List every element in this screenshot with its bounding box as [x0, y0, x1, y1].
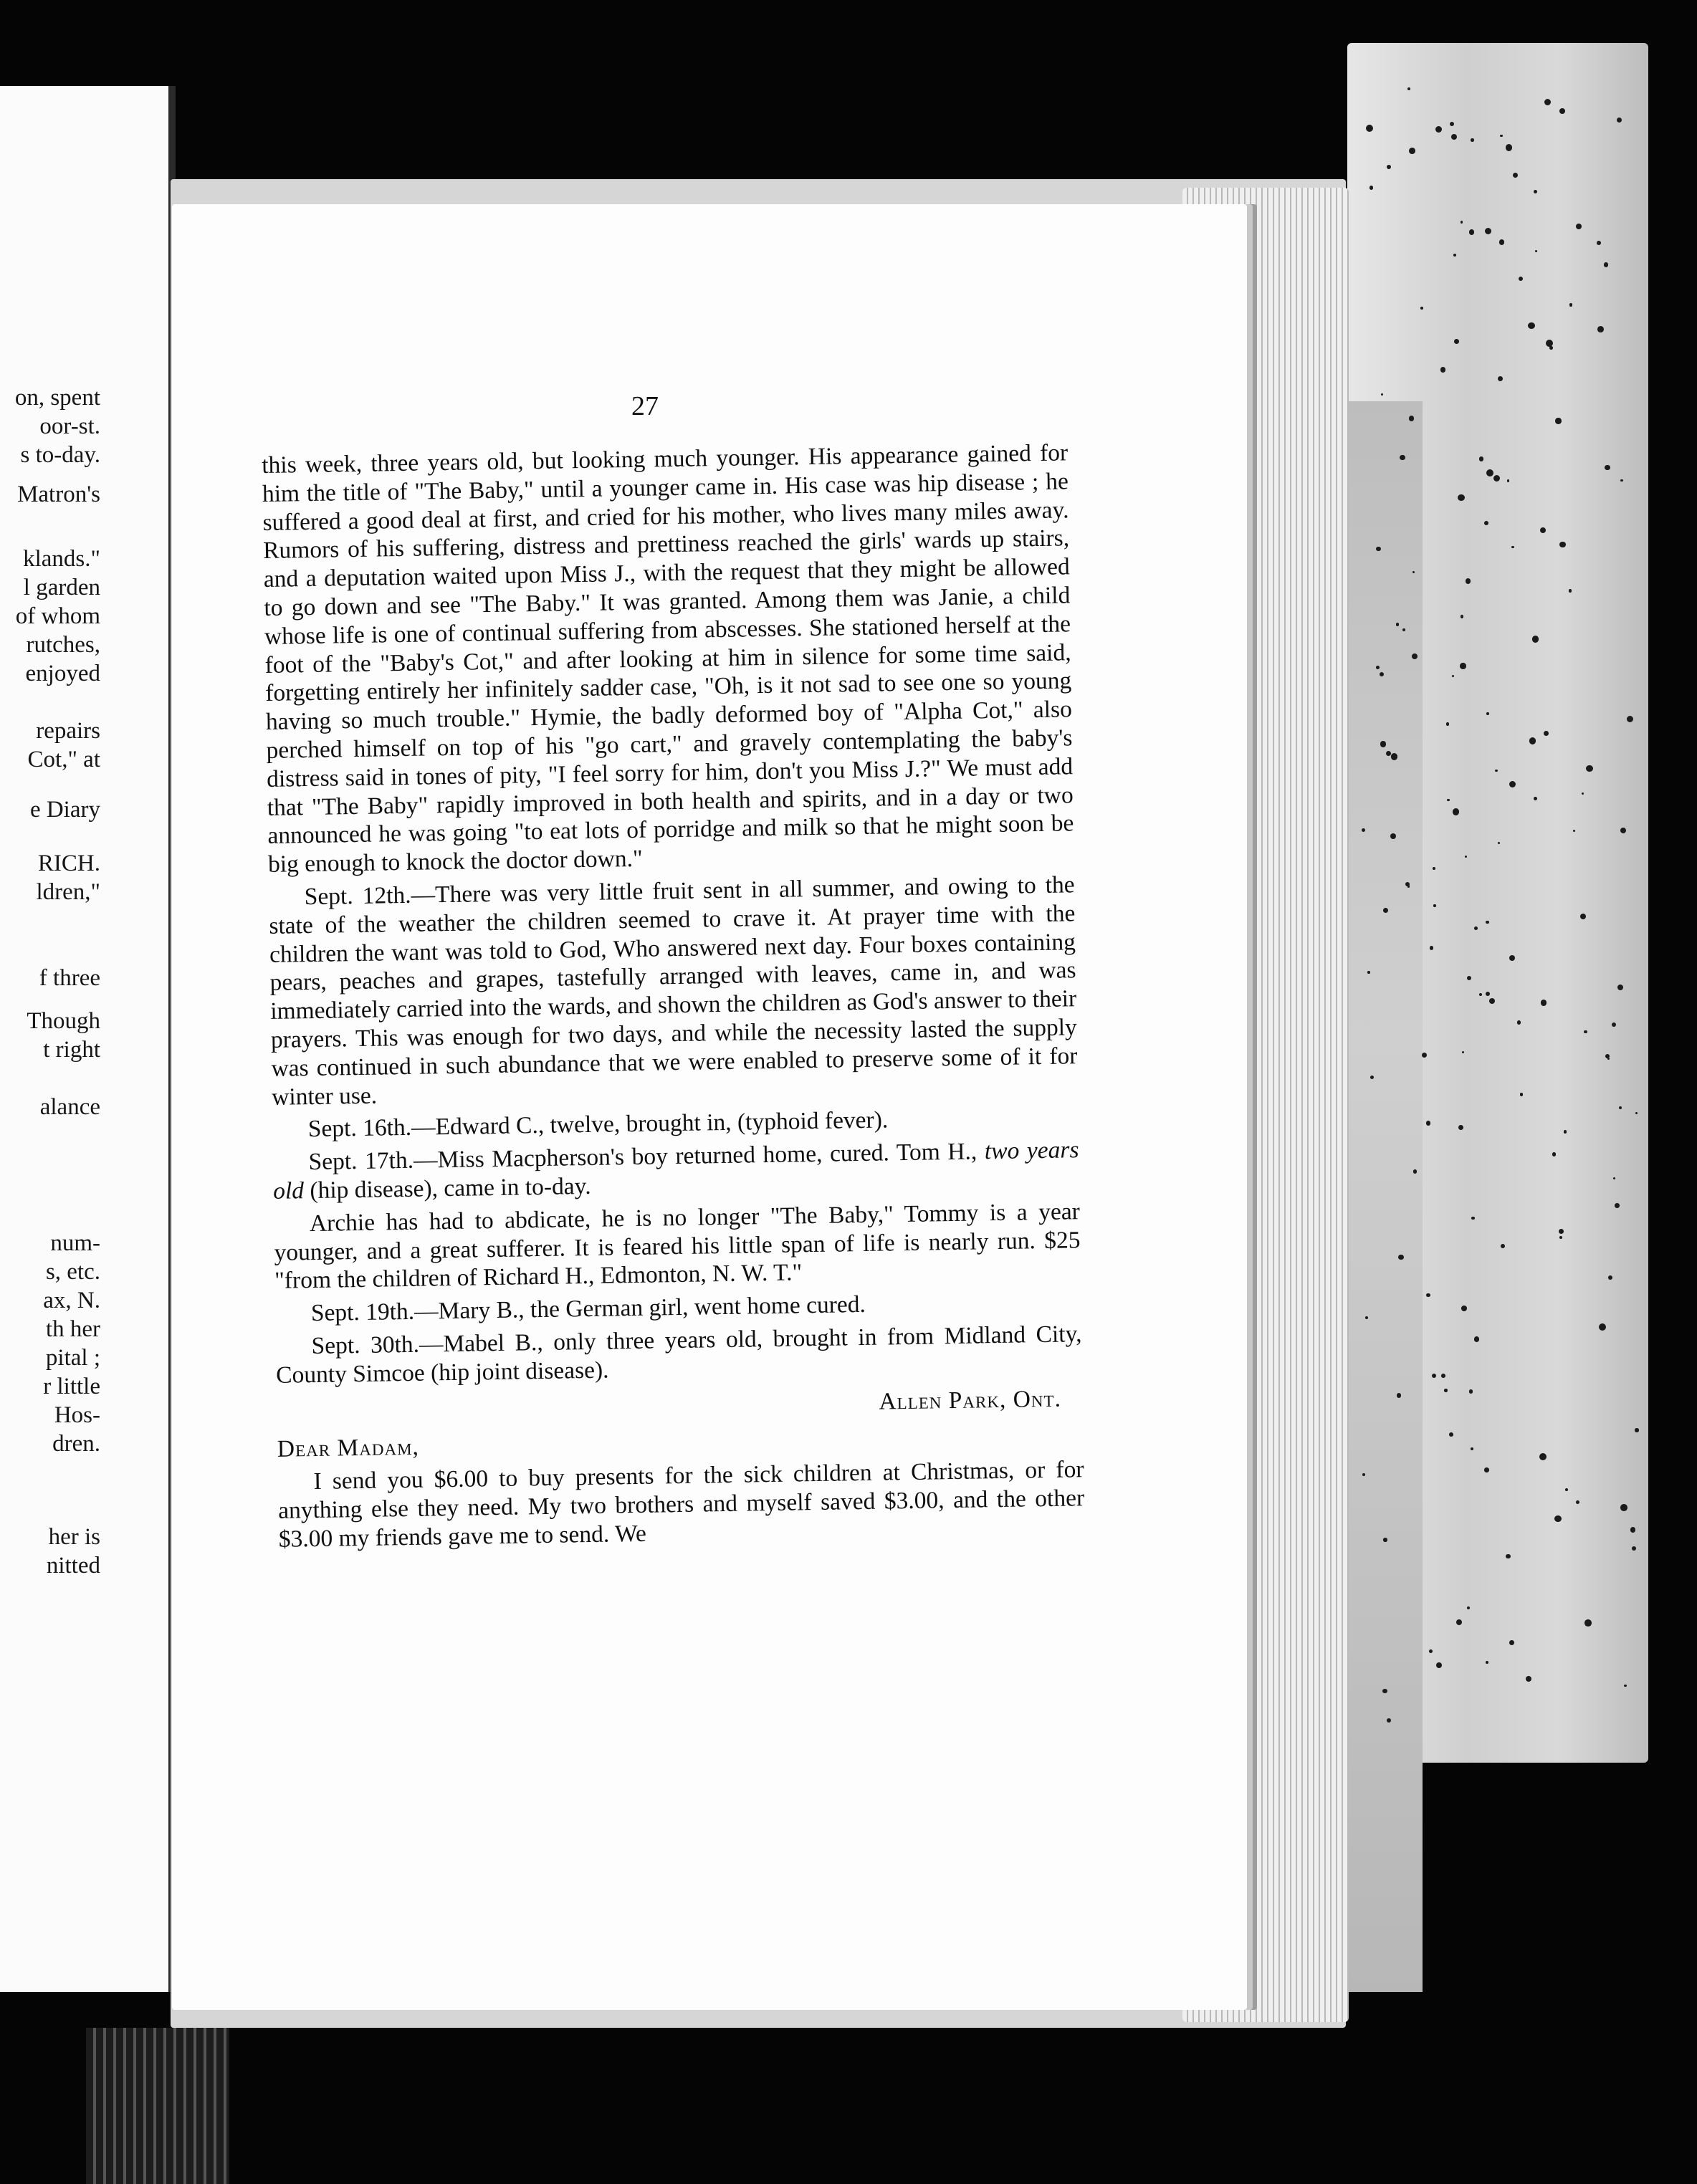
paragraph-baby: this week, three years old, but looking much younger. His appearance gained for him the title of "The Baby," until a younger came in. His case was hip disease ; he suffered a good deal at first, and cried for his mother, who lives many miles away. Rumors of his suffering, distress and prettiness reached the girls' wards up stairs, and a deputation waited upon Miss J., with the request that they might be allowed to go down and see "The Baby." It was granted. Among them was Janie, a child whose life is one of continual suffering from abscesses. She stationed herself at the foot of the "Baby's Cot," and after looking at him in silence for some time said, forgetting entirely her infinitely sadder case, "Oh, is it not sad to see one so young having so much trouble." Hymie, the badly deformed boy of "Alpha Cot," also perched himself on top of his "go cart," and gravely contemplating the baby's distress said in tones of pity, "I feel sorry for him, don't you Miss J.?" We must add that "The Baby" rapidly improved in both health and spirits, and in a day or two announced he was going "to eat lots of porridge and milk so that he might soon be big enough to knock the doctor down." — [262, 439, 1074, 878]
scan-speck — [1630, 1527, 1636, 1533]
scan-speck — [1529, 737, 1536, 744]
scan-speck — [1559, 1236, 1562, 1239]
scan-speck — [1366, 125, 1373, 132]
scan-speck — [1597, 241, 1601, 245]
scan-speck — [1430, 946, 1433, 949]
scan-speck — [1620, 1504, 1627, 1511]
scan-speck — [1552, 1152, 1557, 1156]
scan-speck — [1458, 494, 1464, 501]
scan-speck — [1398, 1255, 1403, 1260]
scan-speck — [1559, 542, 1566, 548]
scan-speck — [1624, 1685, 1626, 1687]
scan-speck — [1539, 1453, 1547, 1460]
scan-speck — [1447, 799, 1450, 802]
scan-speck — [1449, 1432, 1453, 1437]
scan-speck — [1520, 1093, 1524, 1096]
scan-speck — [1444, 1389, 1448, 1392]
scan-speck — [1370, 1076, 1374, 1079]
left-page-fragment: on, spent — [14, 385, 100, 411]
scan-speck — [1369, 186, 1373, 189]
scan-speck — [1519, 277, 1523, 281]
scan-speck — [1400, 455, 1405, 461]
scan-speck — [1456, 1619, 1462, 1625]
paragraph-sept-30: Sept. 30th.—Mabel B., only three years old, brought in from Midland City, County Simcoe (hip joint disease). — [275, 1321, 1082, 1389]
left-page-fragment: her is — [48, 1524, 100, 1550]
left-page-fragment: klands." — [23, 546, 100, 572]
left-page-fragment: l garden — [23, 575, 100, 600]
scan-speck — [1584, 1030, 1587, 1033]
left-page-fragment: th her — [45, 1316, 100, 1342]
scan-speck — [1471, 138, 1474, 142]
scan-speck — [1469, 229, 1474, 234]
scan-speck — [1453, 808, 1460, 815]
scan-speck — [1380, 741, 1386, 747]
sept17-text-end: (hip disease), came in to-day. — [303, 1172, 591, 1204]
page-number: 27 — [631, 391, 659, 421]
scan-speck — [1367, 971, 1370, 974]
scan-speck — [1498, 842, 1500, 844]
left-page-fragment: Hos- — [54, 1402, 100, 1428]
scan-speck — [1509, 955, 1515, 961]
scan-speck — [1576, 224, 1582, 229]
left-page-fragment: oor-st. — [39, 413, 100, 439]
left-page-fragment: alance — [39, 1094, 100, 1120]
left-page-fragment: ldren," — [36, 879, 100, 905]
left-page-fragment: repairs — [36, 718, 100, 744]
scan-speck — [1486, 469, 1493, 476]
scan-speck — [1451, 134, 1457, 140]
paragraph-sept-16: Sept. 16th.—Edward C., twelve, brought in, (typhoid fever). — [307, 1106, 889, 1143]
scan-speck — [1509, 1640, 1514, 1645]
bookmark-ribbon — [86, 2028, 229, 2184]
left-page-fragment: e Diary — [29, 797, 100, 823]
letter-signature-place: Allen Park, Ont. — [879, 1385, 1062, 1415]
scan-speck — [1383, 1538, 1387, 1542]
scan-speck — [1586, 765, 1593, 772]
scan-speck — [1461, 221, 1463, 224]
left-page-fragment: pital ; — [45, 1345, 100, 1371]
left-page-fragment: f three — [39, 965, 100, 991]
left-page-fragment: nitted — [46, 1553, 100, 1579]
page-text-block — [262, 439, 1085, 1553]
left-facing-page — [0, 86, 176, 1992]
scan-speck — [1541, 1000, 1547, 1005]
scan-speck — [1499, 239, 1505, 245]
scan-speck — [1454, 339, 1459, 344]
scan-speck — [1397, 1393, 1401, 1397]
scan-speck — [1511, 546, 1514, 548]
scan-speck — [1612, 1022, 1616, 1027]
scan-speck — [1467, 1606, 1470, 1609]
scan-speck — [1555, 418, 1561, 423]
left-page-fragment: Cot," at — [27, 747, 100, 772]
scan-speck — [1409, 148, 1415, 154]
scan-speck — [1453, 254, 1456, 257]
scan-speck — [1474, 1336, 1479, 1341]
sept17-text-start: Sept. 17th.—Miss Macpherson's boy returned home, cured. Tom H., — [308, 1138, 985, 1176]
scan-speck — [1420, 307, 1423, 310]
scan-speck — [1426, 1121, 1430, 1125]
scan-speck — [1396, 623, 1400, 626]
letter-body: I send you $6.00 to buy presents for the sick children at Christmas, or for anything else they need. My two brothers and myself saved $3.00, and the other $3.00 my friends gave me to send. We — [277, 1456, 1085, 1553]
left-page-fragment: Matron's — [17, 482, 100, 507]
paragraph-archie: Archie has had to abdicate, he is no longer "The Baby," Tommy is a year younger, and a great sufferer. It is feared his little span of life is nearly run. $25 "from the children of Richard H., Edmonton, N. W. T." — [274, 1197, 1081, 1295]
scan-speck — [1635, 1112, 1638, 1114]
scan-speck — [1507, 479, 1510, 482]
scan-speck — [1549, 346, 1553, 350]
left-page-fragment: rutches, — [26, 632, 100, 658]
scan-speck — [1376, 666, 1380, 669]
scan-speck — [1467, 976, 1471, 980]
scan-speck — [1391, 753, 1397, 760]
scan-speck — [1471, 1217, 1475, 1220]
scan-speck — [1489, 998, 1495, 1004]
scan-speck — [1506, 144, 1513, 151]
left-page-fragment: s, etc. — [45, 1259, 100, 1285]
scan-speck — [1604, 262, 1608, 267]
scan-speck — [1500, 135, 1503, 138]
paragraph-sept-19: Sept. 19th.—Mary B., the German girl, went home cured. — [310, 1291, 866, 1327]
scan-speck — [1576, 1500, 1579, 1504]
sept17-italic-age: two years old — [272, 1136, 1079, 1204]
scan-speck — [1620, 828, 1626, 833]
left-page-fragment: of whom — [15, 603, 100, 629]
scan-speck — [1422, 1053, 1427, 1058]
scan-speck — [1597, 326, 1604, 332]
scan-speck — [1461, 1306, 1467, 1311]
scan-speck — [1471, 1447, 1473, 1450]
scan-speck — [1479, 993, 1482, 996]
scan-speck — [1534, 797, 1537, 800]
scan-speck — [1605, 465, 1610, 471]
left-page-fragment: dren. — [52, 1431, 100, 1457]
scan-speck — [1440, 367, 1446, 373]
scan-speck — [1382, 1689, 1387, 1693]
scan-speck — [1460, 663, 1466, 669]
scan-speck — [1506, 1554, 1510, 1558]
left-page-fragment: num- — [50, 1230, 100, 1256]
scan-speck — [1474, 926, 1478, 930]
scan-speck — [1484, 1467, 1488, 1472]
left-page-fragment: RICH. — [37, 851, 100, 876]
letter-salutation: Dear Madam, — [277, 1434, 420, 1463]
scan-speck — [1429, 1649, 1433, 1653]
left-page-fragment: ax, N. — [43, 1288, 100, 1313]
scan-speck — [1486, 921, 1489, 924]
paragraph-sept-17 — [272, 1136, 1079, 1205]
paragraph-sept-12: Sept. 12th.—There was very little fruit sent in all summer, and owing to the state of the weather the children seemed to crave it. At prayer time with the children the want was told to God, Who answered next day. Four boxes containing pears, peaches and grapes, tastefully arranged with leaves, came in, and was immediately carried into the wards, and shown the children as God's answer to their prayers. This was enough for two days, and while the necessity lasted the supply was continued in such abundance that we were enabled to preserve some of it for winter use. — [269, 871, 1078, 1111]
scan-speck — [1446, 722, 1450, 726]
left-page-fragment: r little — [43, 1374, 100, 1399]
scan-speck — [1615, 1203, 1619, 1207]
scan-speck — [1441, 1374, 1445, 1378]
left-page-fragment: enjoyed — [25, 661, 100, 686]
left-page-fragment: t right — [43, 1037, 100, 1063]
scan-speck — [1365, 1316, 1368, 1319]
scan-speck — [1559, 108, 1565, 114]
scan-speck — [1479, 456, 1483, 461]
scan-speck — [1635, 1428, 1638, 1432]
scan-speck — [1493, 475, 1500, 482]
scan-speck — [1469, 1389, 1473, 1394]
left-page-fragment: Though — [27, 1008, 100, 1034]
left-page-fragment: s to-day. — [20, 442, 100, 468]
scan-speck — [1517, 1020, 1521, 1024]
scan-speck — [1433, 904, 1435, 906]
scan-speck — [1466, 578, 1471, 583]
scan-speck — [1458, 1125, 1463, 1130]
scan-speck — [1426, 1293, 1430, 1297]
scan-speck — [1535, 250, 1537, 252]
